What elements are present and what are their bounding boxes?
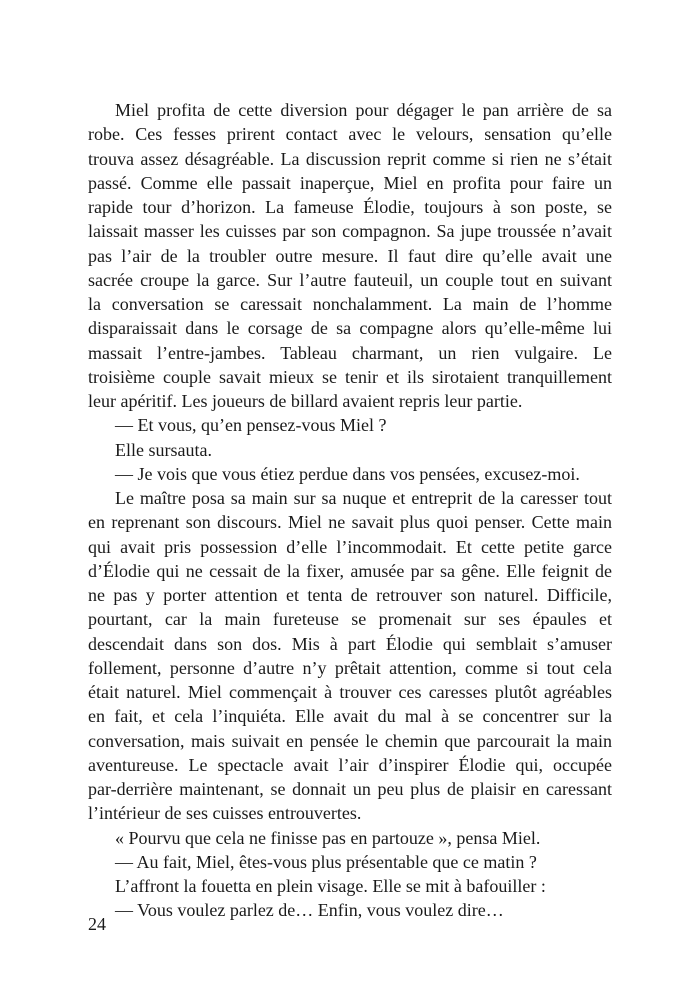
- text-line: conversation, mais suivait en pensée le chemin que parcourait la main: [88, 730, 612, 751]
- text-line: L’affront la fouetta en plein visage. Elle se mit à bafouiller :: [115, 876, 546, 896]
- text-line: descendait dans son dos. Mis à part Élodie qui semblait s’amuser: [88, 633, 612, 654]
- text-line: d’Élodie qui ne cessait de la fixer, amusée par sa gêne. Elle feignit de: [88, 560, 612, 581]
- text-line: « Pourvu que cela ne finisse pas en partouze », pensa Miel.: [115, 827, 541, 848]
- text-line: Miel profita de cette diversion pour dégager le pan arrière de sa: [115, 100, 612, 120]
- text-line: qui avait pris possession d’elle l’incommodait. Et cette petite garce: [88, 536, 612, 557]
- text-line: leur apéritif. Les joueurs de billard avaient repris leur partie.: [88, 391, 523, 411]
- text-line: laissait masser les cuisses par son compagnon. Sa jupe troussée n’avait: [88, 221, 612, 242]
- text-line: robe. Ces fesses prirent contact avec le velours, sensation qu’elle: [88, 124, 612, 145]
- text-line: rapide tour d’horizon. La fameuse Élodie, toujours à son poste, se: [88, 197, 612, 217]
- text-line: Elle sursauta.: [115, 439, 212, 460]
- text-line: trouva assez désagréable. La discussion reprit comme si rien ne s’était: [88, 148, 612, 169]
- text-line: en reprenant son discours. Miel ne savait plus quoi penser. Cette main: [88, 512, 612, 533]
- text-line: — Je vois que vous étiez perdue dans vos pensées, excusez-moi.: [115, 463, 580, 484]
- text-line: ne pas y porter attention et tenta de retrouver son naturel. Difficile,: [88, 585, 612, 605]
- page-body: [88, 98, 612, 923]
- text-line: disparaissait dans le corsage de sa compagne alors qu’elle-même lui: [88, 318, 612, 339]
- text-line: était naturel. Miel commençait à trouver ces caresses plutôt agréables: [88, 682, 612, 702]
- text-line: par-derrière maintenant, se donnait un peu plus de plaisir en caressant: [88, 779, 612, 799]
- text-line: aventureuse. Le spectacle avait l’air d’inspirer Élodie qui, occupée: [88, 754, 612, 775]
- text-line: l’intérieur de ses cuisses entrouvertes.: [88, 803, 362, 824]
- text-line: sacrée croupe la garce. Sur l’autre fauteuil, un couple tout en suivant: [88, 269, 612, 290]
- text-line: troisième couple savait mieux se tenir et ils sirotaient tranquillement: [88, 366, 612, 387]
- text-line: — Vous voulez parlez de… Enfin, vous voulez dire…: [115, 900, 504, 921]
- text-line: — Au fait, Miel, êtes-vous plus présentable que ce matin ?: [115, 851, 537, 872]
- text-line: passé. Comme elle passait inaperçue, Miel en profita pour faire un: [88, 172, 612, 193]
- text-line: follement, personne d’autre n’y prêtait attention, comme si tout cela: [88, 657, 612, 678]
- text-line: Le maître posa sa main sur sa nuque et entreprit de la caresser tout: [115, 488, 612, 508]
- text-line: en fait, et cela l’inquiéta. Elle avait du mal à se concentrer sur la: [88, 706, 612, 727]
- text-line: la conversation se caressait nonchalamment. La main de l’homme: [88, 294, 612, 314]
- text-line: massait l’entre-jambes. Tableau charmant, un rien vulgaire. Le: [88, 342, 612, 363]
- page-number: 24: [88, 914, 106, 934]
- text-line: pourtant, car la main fureteuse se promenait sur ses épaules et: [88, 609, 612, 630]
- text-line: — Et vous, qu’en pensez-vous Miel ?: [115, 415, 387, 436]
- text-line: pas l’air de la troubler outre mesure. Il faut dire qu’elle avait une: [88, 245, 612, 266]
